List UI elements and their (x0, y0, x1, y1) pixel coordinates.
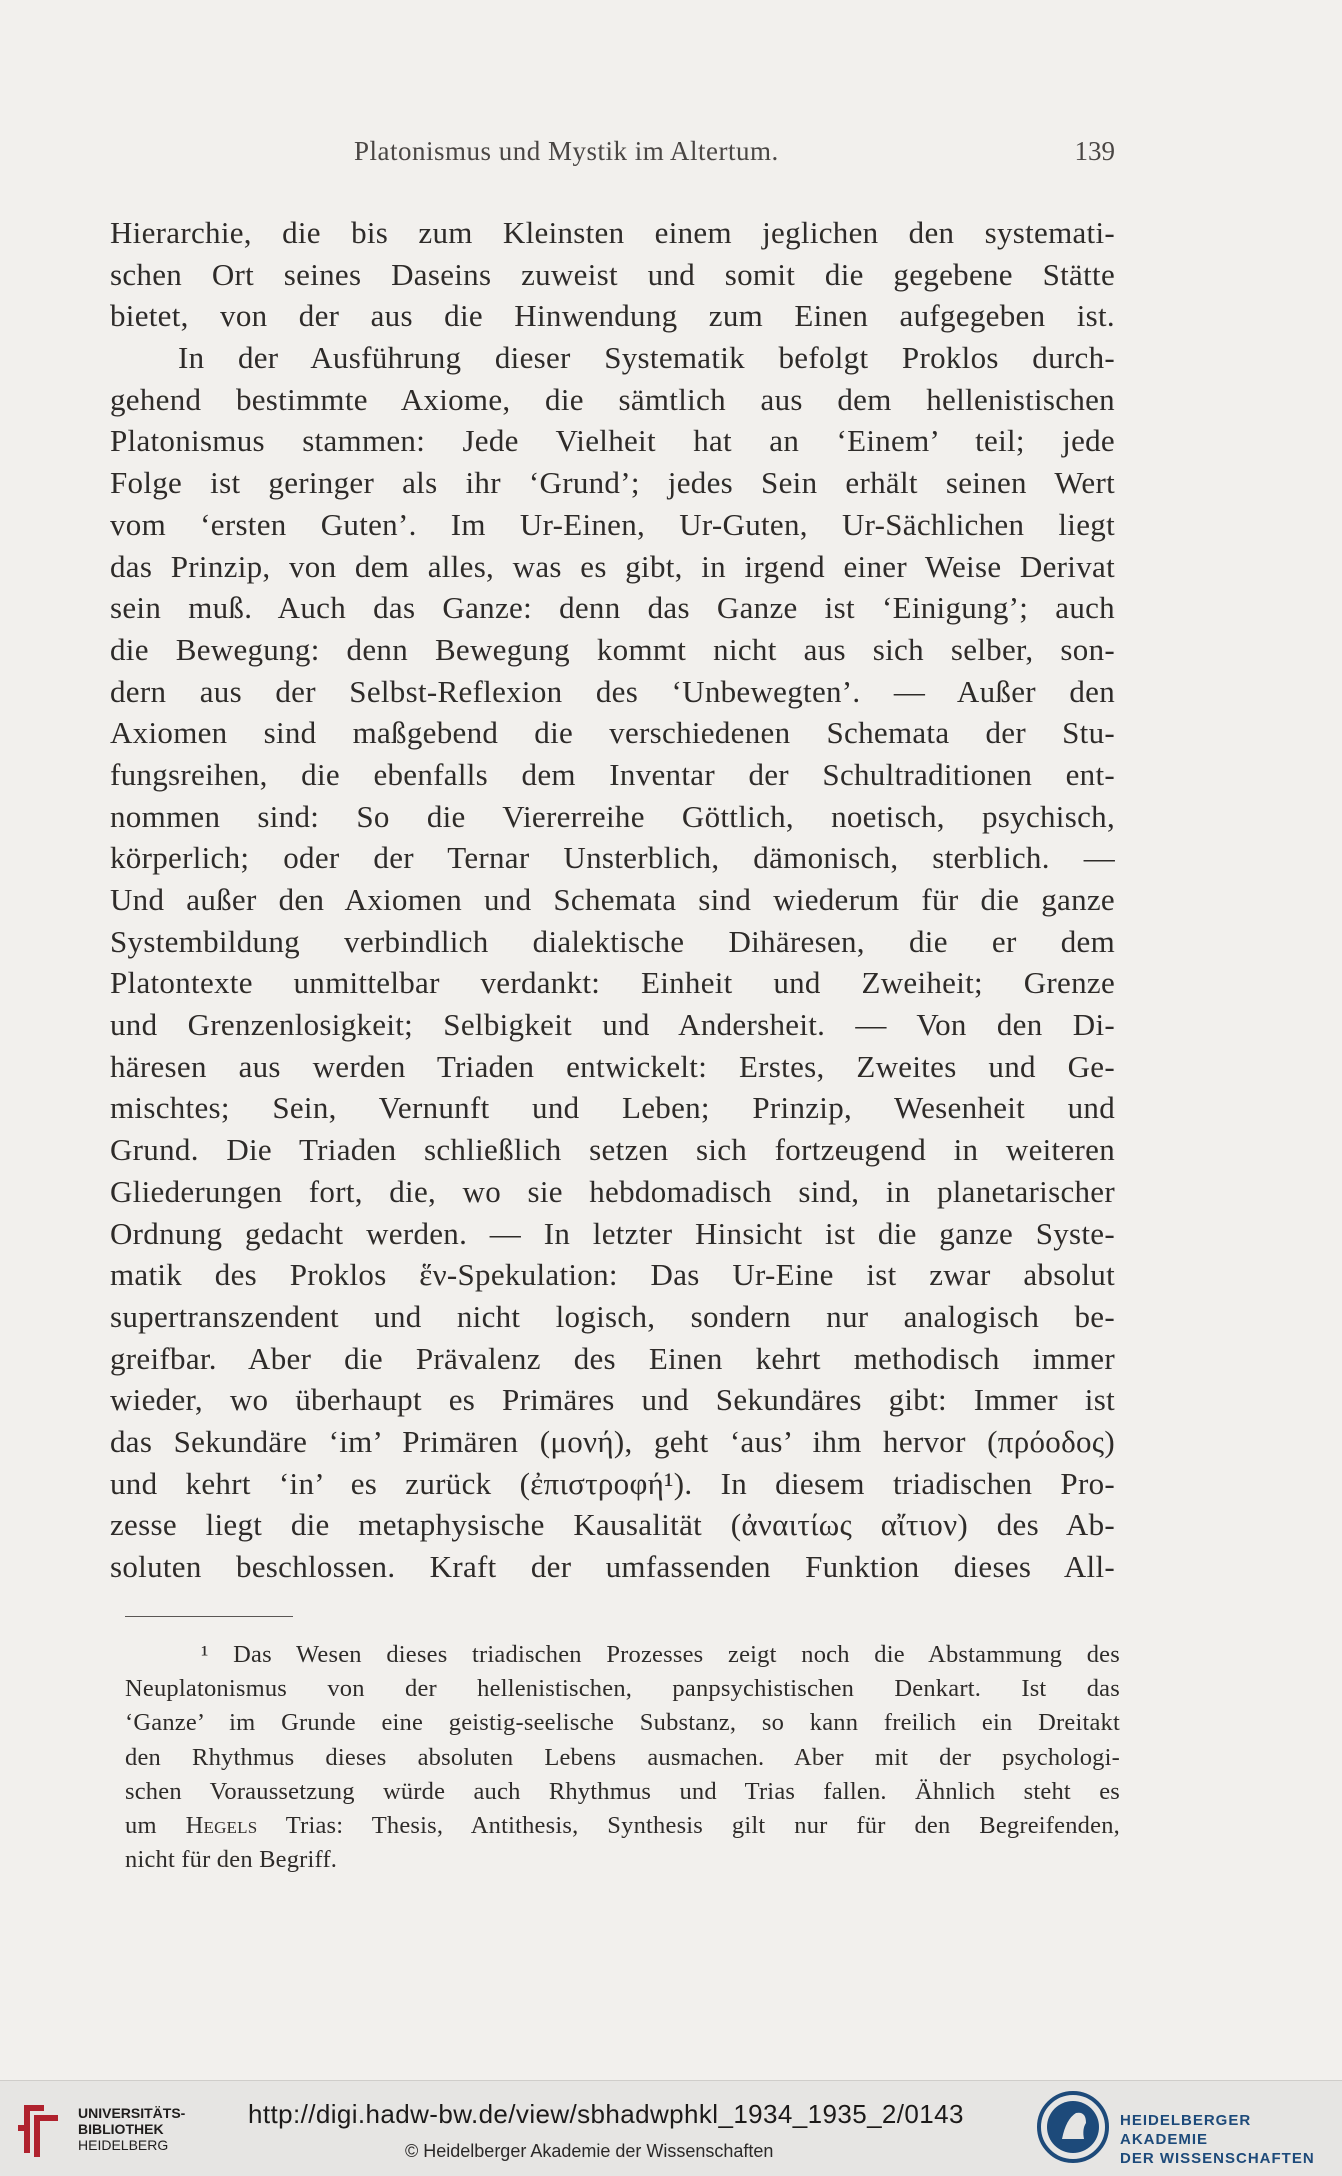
text-line: wieder, wo überhaupt es Primäres und Sekundäres gibt: Immer ist (110, 1382, 1115, 1418)
text-line: gehend bestimmte Axiome, die sämtlich aus dem hellenistischen (110, 381, 1115, 417)
footnote-line: den Rhythmus dieses absoluten Lebens ausmachen. Aber mit der psychologi- (125, 1743, 1120, 1771)
text-line: das Prinzip, von dem alles, was es gibt, in irgend einer Weise Derivat (110, 548, 1115, 584)
text-line: Folge ist geringer als ihr ‘Grund’; jedes Sein erhält seinen Wert (110, 465, 1115, 501)
university-library-name: UNIVERSITÄTS- BIBLIOTHEK HEIDELBERG (78, 2105, 186, 2153)
footnote-text: Trias: Thesis, Antithesis, Synthesis gilt nur für den Begreifenden, (257, 1811, 1120, 1839)
text-line: matik des Proklos ἕν-Spekulation: Das Ur-Eine ist zwar absolut (110, 1257, 1115, 1293)
page-number: 139 (1074, 136, 1115, 166)
text-line: greifbar. Aber die Prävalenz des Einen kehrt methodisch immer (110, 1340, 1115, 1376)
academy-name: HEIDELBERGER AKADEMIE DER WISSENSCHAFTEN (1120, 2112, 1315, 2167)
text-line: das Sekundäre ‘im’ Primären (μονή), geht ‘aus’ ihm hervor (πρόοδος) (110, 1423, 1115, 1459)
academy-seal-icon (1036, 2089, 1110, 2165)
footnote-line: schen Voraussetzung würde auch Rhythmus und Trias fallen. Ähnlich steht es (125, 1777, 1120, 1805)
text-line: Hierarchie, die bis zum Kleinsten einem jeglichen den systemati- (110, 215, 1115, 250)
text-line: In der Ausführung dieser Systematik befolgt Proklos durch- (178, 340, 1115, 376)
text-line: vom ‘ersten Guten’. Im Ur-Einen, Ur-Guten, Ur-Sächlichen liegt (110, 506, 1115, 542)
text-line: schen Ort seines Daseins zuweist und somit die gegebene Stätte (110, 256, 1115, 292)
text-line: Ordnung gedacht werden. — In letzter Hinsicht ist die ganze Syste- (110, 1215, 1115, 1251)
permalink-url[interactable]: http://digi.hadw-bw.de/view/sbhadwphkl_1934_1935_2/0143 (248, 2099, 964, 2129)
copyright-notice: © Heidelberger Akademie der Wissenschaften (405, 2141, 774, 2161)
page-header (110, 136, 1115, 176)
text-line: supertranszendent und nicht logisch, sondern nur analogisch be- (110, 1298, 1115, 1334)
university-library-logo-icon (14, 2101, 68, 2159)
footnote-rule (125, 1616, 293, 1617)
text-line: Platontexte unmittelbar verdankt: Einheit und Zweiheit; Grenze (110, 965, 1115, 1001)
text-line: und Grenzenlosigkeit; Selbigkeit und Andersheit. — Von den Di- (110, 1007, 1115, 1043)
text-line: Gliederungen fort, die, wo sie hebdomadisch sind, in planetarischer (110, 1173, 1115, 1209)
text-line: Axiomen sind maßgebend die verschiedenen Schemata der Stu- (110, 715, 1115, 751)
footnote-line: ‘Ganze’ im Grunde eine geistig-seelische Substanz, so kann freilich ein Dreitakt (125, 1709, 1120, 1737)
text-line: Systembildung verbindlich dialektische Dihäresen, die er dem (110, 923, 1115, 959)
body-text (110, 212, 1115, 1588)
text-line: häresen aus werden Triaden entwickelt: Erstes, Zweites und Ge- (110, 1048, 1115, 1084)
text-line: bietet, von der aus die Hinwendung zum Einen aufgegeben ist. (110, 298, 1115, 334)
author-name: Hegels (185, 1811, 258, 1839)
text-line: körperlich; oder der Ternar Unsterblich, dämonisch, sterblich. — (110, 840, 1115, 876)
text-line: fungsreihen, die ebenfalls dem Inventar der Schultraditionen ent- (110, 756, 1115, 792)
text-line: nommen sind: So die Viererreihe Göttlich, noetisch, psychisch, (110, 798, 1115, 834)
footnote-line: nicht für den Begriff. (125, 1846, 338, 1874)
text-line: Grund. Die Triaden schließlich setzen sich fortzeugend in weiteren (110, 1132, 1115, 1168)
footnote-text: um (125, 1811, 186, 1839)
footnote (125, 1638, 1120, 1877)
text-line: zesse liegt die metaphysische Kausalität (ἀναιτίως αἴτιον) des Ab- (110, 1507, 1115, 1543)
text-line: Und außer den Axiomen und Schemata sind wiederum für die ganze (110, 882, 1115, 917)
footnote-line: Neuplatonismus von der hellenistischen, panpsychistischen Denkart. Ist das (125, 1675, 1120, 1703)
text-line: sein muß. Auch das Ganze: denn das Ganze ist ‘Einigung’; auch (110, 590, 1115, 626)
text-line: dern aus der Selbst-Reflexion des ‘Unbewegten’. — Außer den (110, 673, 1115, 709)
footnote-line: ¹ Das Wesen dieses triadischen Prozesses zeigt noch die Abstammung des (201, 1641, 1120, 1668)
text-line: und kehrt ‘in’ es zurück (ἐπιστροφή¹). In diesem triadischen Pro- (110, 1465, 1115, 1501)
footnote-line (125, 1809, 1120, 1843)
text-line: die Bewegung: denn Bewegung kommt nicht aus sich selber, son- (110, 631, 1115, 667)
viewer-footer (0, 2080, 1342, 2176)
text-line: mischtes; Sein, Vernunft und Leben; Prinzip, Wesenheit und (110, 1090, 1115, 1126)
running-title: Platonismus und Mystik im Altertum. (354, 136, 779, 166)
text-line: Platonismus stammen: Jede Vielheit hat an ‘Einem’ teil; jede (110, 423, 1115, 459)
text-line: soluten beschlossen. Kraft der umfassenden Funktion dieses All- (110, 1549, 1115, 1584)
